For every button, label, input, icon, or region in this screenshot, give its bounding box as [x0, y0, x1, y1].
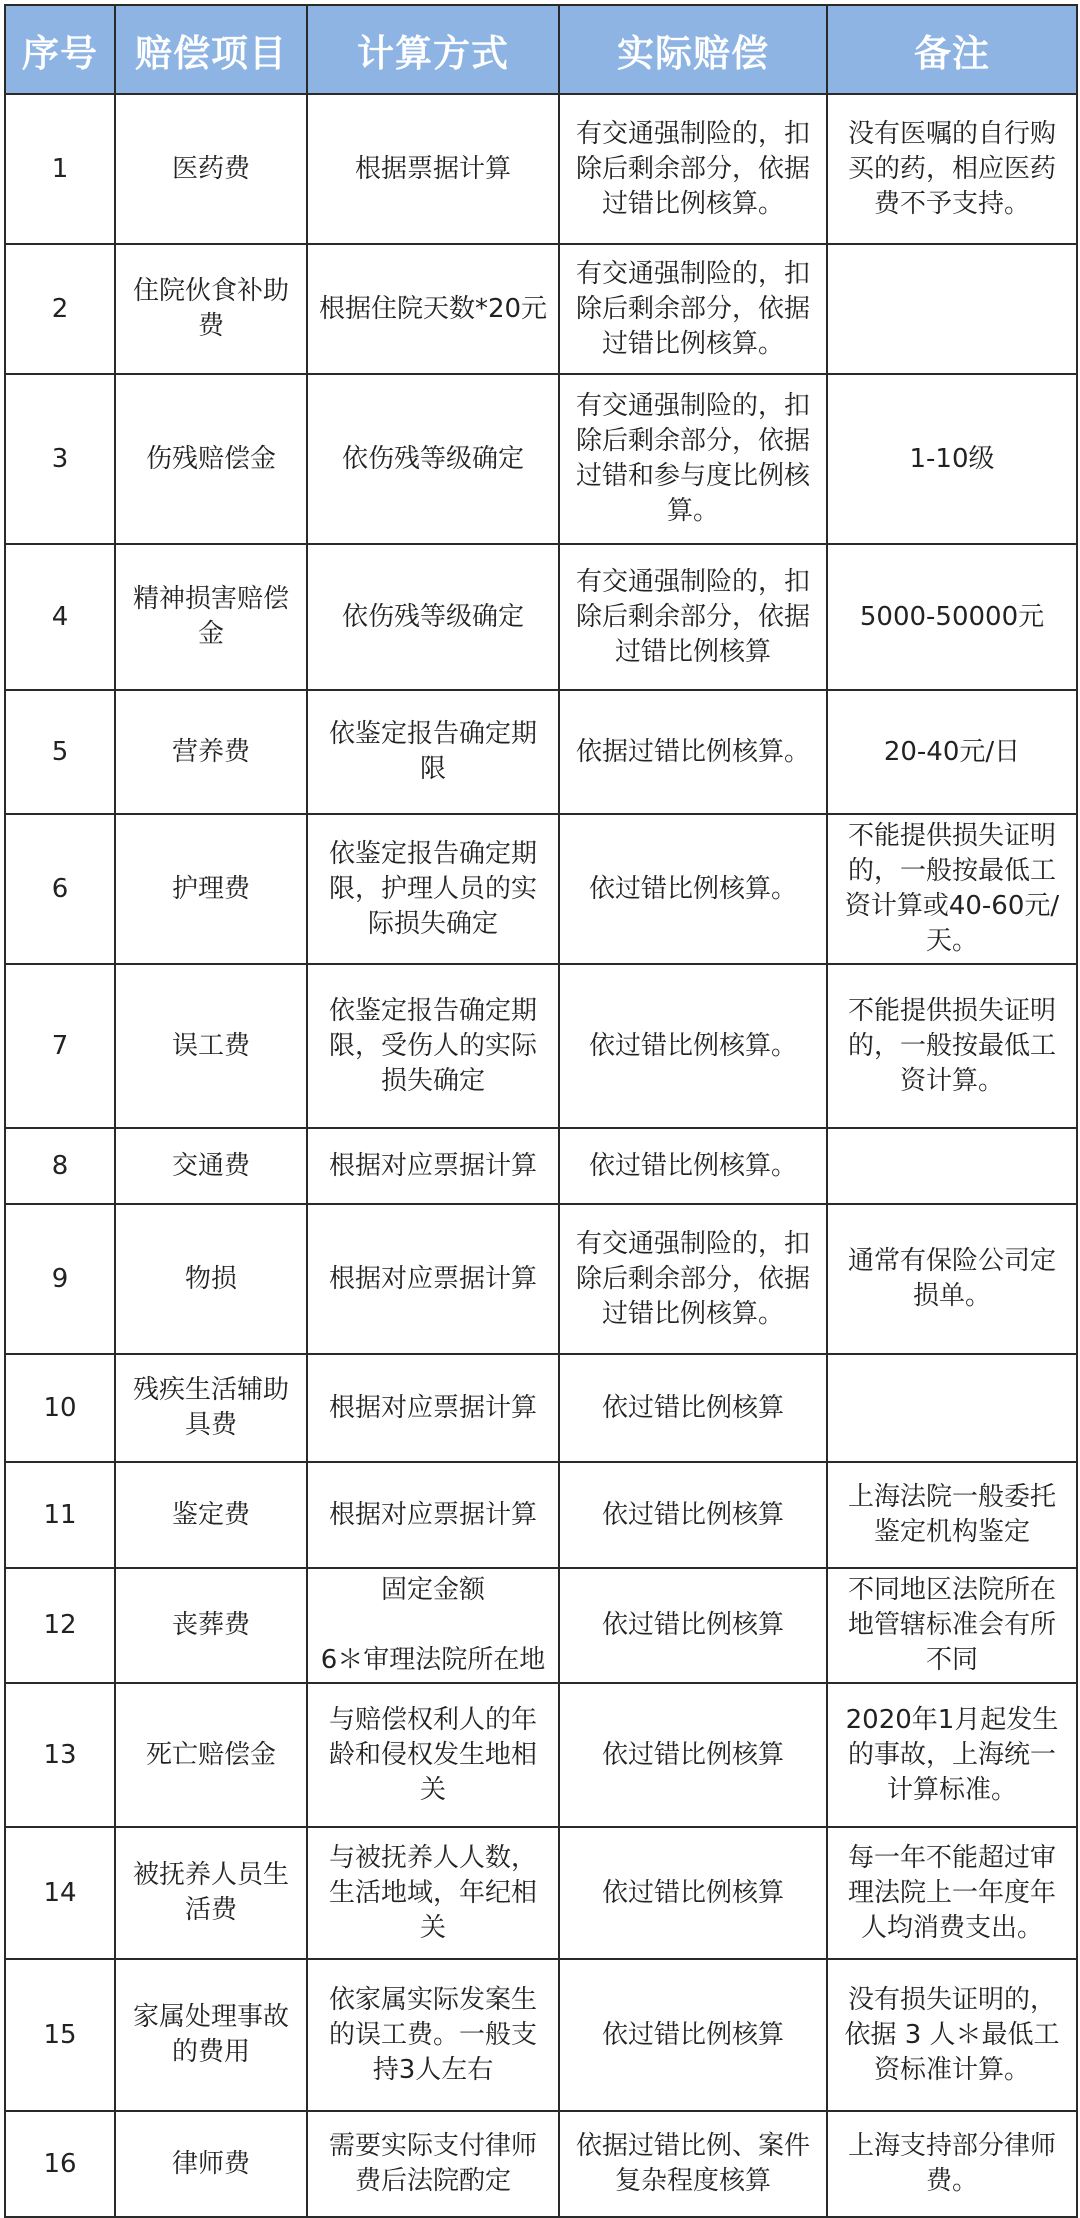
cell-item	[115, 1204, 307, 1354]
cell-actual-text: 有交通强制险的，扣 除后剩余部分，依据 过错比例核算。	[575, 258, 810, 359]
cell-actual	[559, 1683, 827, 1827]
cell-actual	[559, 964, 827, 1128]
cell-actual-text: 依过错比例核算。	[588, 1030, 797, 1061]
cell-no	[5, 1959, 115, 2111]
cell-note-text: 20-40元/日	[883, 736, 1021, 767]
cell-method	[307, 94, 559, 244]
cell-actual-text: 依过错比例核算。	[588, 1150, 797, 1181]
cell-item	[115, 1128, 307, 1204]
cell-method	[307, 544, 559, 690]
cell-method-text: 需要实际支付律师 费后法院酌定	[328, 2131, 537, 2196]
cell-note	[827, 1683, 1077, 1827]
cell-item-text: 护理费	[171, 873, 250, 904]
header-item: 赔偿项目	[115, 5, 307, 94]
cell-item	[115, 1959, 307, 2111]
cell-actual	[559, 690, 827, 814]
cell-method-text: 依鉴定报告确定期 限，受伤人的实际 损失确定	[328, 995, 537, 1096]
cell-no-text: 7	[51, 1030, 69, 1061]
cell-item-text: 营养费	[171, 736, 250, 767]
cell-method	[307, 1204, 559, 1354]
cell-actual	[559, 1354, 827, 1462]
cell-actual	[559, 2111, 827, 2217]
cell-note	[827, 690, 1077, 814]
cell-actual	[559, 1204, 827, 1354]
cell-item	[115, 374, 307, 544]
cell-no-text: 2	[51, 293, 69, 324]
cell-note	[827, 964, 1077, 1128]
cell-note	[827, 1462, 1077, 1568]
cell-no-text: 9	[51, 1263, 69, 1294]
cell-note-text: 不能提供损失证明 的，一般按最低工 资计算或40-60元/ 天。	[844, 821, 1060, 956]
cell-actual-text: 依据过错比例核算。	[575, 736, 810, 767]
cell-item-text: 物损	[184, 1263, 237, 1294]
cell-actual	[559, 1568, 827, 1683]
cell-item-text: 医药费	[171, 153, 250, 184]
table-row	[5, 964, 1077, 1128]
cell-no-text: 13	[43, 1739, 77, 1770]
header-actual: 实际赔偿	[559, 5, 827, 94]
table-row	[5, 544, 1077, 690]
cell-no-text: 11	[43, 1499, 77, 1530]
cell-no	[5, 1128, 115, 1204]
cell-actual-text: 依过错比例核算	[601, 1392, 784, 1423]
cell-actual	[559, 1462, 827, 1568]
cell-method-text: 与赔偿权利人的年 龄和侵权发生地相 关	[328, 1704, 537, 1805]
cell-note-text: 5000-50000元	[859, 601, 1045, 632]
cell-item-text: 误工费	[171, 1030, 250, 1061]
table-row	[5, 690, 1077, 814]
cell-note	[827, 1354, 1077, 1462]
cell-method	[307, 1354, 559, 1462]
cell-method-text: 根据对应票据计算	[328, 1263, 537, 1294]
cell-item-text: 精神损害赔偿 金	[132, 584, 289, 649]
cell-note	[827, 1827, 1077, 1959]
cell-no	[5, 814, 115, 964]
cell-item	[115, 1462, 307, 1568]
cell-actual	[559, 814, 827, 964]
cell-no-text: 15	[43, 2019, 77, 2050]
cell-note	[827, 544, 1077, 690]
cell-note-text: 上海支持部分律师 费。	[847, 2131, 1056, 2196]
cell-actual	[559, 544, 827, 690]
cell-actual-text: 有交通强制险的，扣 除后剩余部分，依据 过错比例核算。	[575, 1228, 810, 1329]
cell-method	[307, 814, 559, 964]
cell-no	[5, 1827, 115, 1959]
cell-method-text: 与被抚养人人数， 生活地域，年纪相 关	[328, 1842, 537, 1943]
cell-item-text: 住院伙食补助 费	[132, 276, 289, 341]
cell-no-text: 10	[43, 1392, 77, 1423]
cell-method-text: 依伤残等级确定	[341, 443, 524, 474]
cell-note-text: 不能提供损失证明 的，一般按最低工 资计算。	[847, 995, 1056, 1096]
cell-actual-text: 依过错比例核算	[601, 2019, 784, 2050]
cell-note	[827, 814, 1077, 964]
cell-item	[115, 94, 307, 244]
cell-method	[307, 1683, 559, 1827]
cell-actual-text: 有交通强制险的，扣 除后剩余部分，依据 过错比例核算	[575, 566, 810, 667]
cell-actual-text: 依过错比例核算	[601, 1877, 784, 1908]
cell-no	[5, 2111, 115, 2217]
cell-actual	[559, 244, 827, 374]
table-row	[5, 1354, 1077, 1462]
cell-no	[5, 964, 115, 1128]
cell-item-text: 丧葬费	[171, 1610, 250, 1640]
cell-item	[115, 1354, 307, 1462]
cell-method-text: 固定金额 6＊审理法院所在地	[320, 1575, 546, 1675]
table-row	[5, 94, 1077, 244]
cell-actual	[559, 94, 827, 244]
cell-item-text: 死亡赔偿金	[145, 1739, 276, 1770]
cell-actual	[559, 1128, 827, 1204]
cell-note	[827, 1204, 1077, 1354]
cell-note-text: 1-10级	[909, 443, 995, 474]
cell-no	[5, 1683, 115, 1827]
cell-note	[827, 1959, 1077, 2111]
cell-no-text: 5	[51, 736, 69, 767]
cell-method	[307, 1128, 559, 1204]
header-row	[5, 5, 1077, 94]
cell-method	[307, 1568, 559, 1683]
cell-note-text: 通常有保险公司定 损单。	[847, 1246, 1056, 1311]
cell-actual-text: 依据过错比例、案件 复杂程度核算	[575, 2131, 810, 2196]
cell-item-text: 家属处理事故 的费用	[132, 2002, 289, 2067]
cell-item	[115, 690, 307, 814]
cell-note-text: 2020年1月起发生 的事故，上海统一 计算标准。	[845, 1704, 1059, 1805]
cell-no	[5, 94, 115, 244]
cell-item	[115, 544, 307, 690]
table-row	[5, 1959, 1077, 2111]
table-row	[5, 1568, 1077, 1683]
cell-method	[307, 244, 559, 374]
cell-method-text: 根据对应票据计算	[328, 1150, 537, 1181]
header-no: 序号	[5, 5, 115, 94]
cell-no	[5, 1462, 115, 1568]
cell-note	[827, 2111, 1077, 2217]
cell-method	[307, 1462, 559, 1568]
cell-actual-text: 依过错比例核算	[601, 1499, 784, 1530]
cell-no-text: 6	[51, 873, 69, 904]
cell-actual-text: 依过错比例核算。	[588, 873, 797, 904]
cell-no	[5, 1204, 115, 1354]
compensation-table	[4, 4, 1078, 2218]
cell-method	[307, 2111, 559, 2217]
cell-no	[5, 544, 115, 690]
cell-method-text: 根据对应票据计算	[328, 1499, 537, 1530]
cell-actual-text: 依过错比例核算	[601, 1739, 784, 1770]
cell-note-text: 不同地区法院所在 地管辖标准会有所 不同	[847, 1575, 1056, 1675]
cell-actual	[559, 1827, 827, 1959]
cell-note	[827, 1568, 1077, 1683]
table-row	[5, 1204, 1077, 1354]
cell-actual	[559, 374, 827, 544]
cell-method	[307, 964, 559, 1128]
table-row	[5, 1462, 1077, 1568]
cell-no-text: 4	[51, 601, 69, 632]
cell-method	[307, 374, 559, 544]
cell-method	[307, 1959, 559, 2111]
cell-method	[307, 1827, 559, 1959]
cell-method-text: 依伤残等级确定	[341, 601, 524, 632]
cell-item-text: 伤残赔偿金	[145, 443, 276, 474]
cell-no	[5, 244, 115, 374]
cell-note	[827, 94, 1077, 244]
cell-item	[115, 814, 307, 964]
cell-item	[115, 1683, 307, 1827]
cell-no	[5, 1354, 115, 1462]
cell-item	[115, 244, 307, 374]
cell-no	[5, 690, 115, 814]
cell-item-text: 律师费	[171, 2148, 250, 2179]
cell-no-text: 8	[51, 1150, 69, 1181]
header-method: 计算方式	[307, 5, 559, 94]
table-row	[5, 374, 1077, 544]
cell-item	[115, 1827, 307, 1959]
cell-note-text: 没有损失证明的， 依据 3 人＊最低工 资标准计算。	[844, 1984, 1060, 2085]
cell-item-text: 被抚养人员生 活费	[132, 1860, 289, 1925]
cell-actual-text: 有交通强制险的，扣 除后剩余部分，依据 过错和参与度比例核 算。	[575, 391, 810, 526]
cell-note	[827, 374, 1077, 544]
table-row	[5, 1827, 1077, 1959]
cell-no-text: 12	[43, 1610, 77, 1640]
cell-method-text: 依鉴定报告确定期 限	[328, 719, 537, 784]
cell-note-text: 上海法院一般委托 鉴定机构鉴定	[847, 1482, 1056, 1547]
cell-actual	[559, 1959, 827, 2111]
cell-item-text: 交通费	[171, 1150, 250, 1181]
table-row	[5, 1128, 1077, 1204]
cell-note	[827, 1128, 1077, 1204]
cell-item-text: 鉴定费	[171, 1499, 250, 1530]
table-row	[5, 814, 1077, 964]
cell-actual-text: 依过错比例核算	[601, 1610, 784, 1640]
cell-no-text: 14	[43, 1877, 77, 1908]
cell-note	[827, 244, 1077, 374]
cell-note-text: 每一年不能超过审 理法院上一年度年 人均消费支出。	[847, 1842, 1056, 1943]
cell-method	[307, 690, 559, 814]
cell-method-text: 根据对应票据计算	[328, 1392, 537, 1423]
cell-no-text: 3	[51, 443, 69, 474]
cell-no-text: 1	[51, 153, 69, 184]
cell-no	[5, 1568, 115, 1683]
cell-method-text: 依鉴定报告确定期 限，护理人员的实 际损失确定	[328, 838, 537, 939]
table-row	[5, 2111, 1077, 2217]
cell-item	[115, 1568, 307, 1683]
cell-method-text: 依家属实际发案生 的误工费。一般支 持3人左右	[328, 1984, 537, 2085]
cell-method-text: 根据住院天数*20元	[318, 293, 548, 324]
header-note: 备注	[827, 5, 1077, 94]
cell-item	[115, 964, 307, 1128]
cell-no-text: 16	[43, 2148, 77, 2179]
cell-actual-text: 有交通强制险的，扣 除后剩余部分，依据 过错比例核算。	[575, 118, 810, 219]
table-row	[5, 1683, 1077, 1827]
cell-note-text: 没有医嘱的自行购 买的药，相应医药 费不予支持。	[847, 118, 1056, 219]
cell-no	[5, 374, 115, 544]
table-row	[5, 244, 1077, 374]
cell-method-text: 根据票据计算	[354, 153, 511, 184]
cell-item	[115, 2111, 307, 2217]
table-body	[5, 94, 1077, 2217]
cell-item-text: 残疾生活辅助 具费	[132, 1375, 289, 1440]
